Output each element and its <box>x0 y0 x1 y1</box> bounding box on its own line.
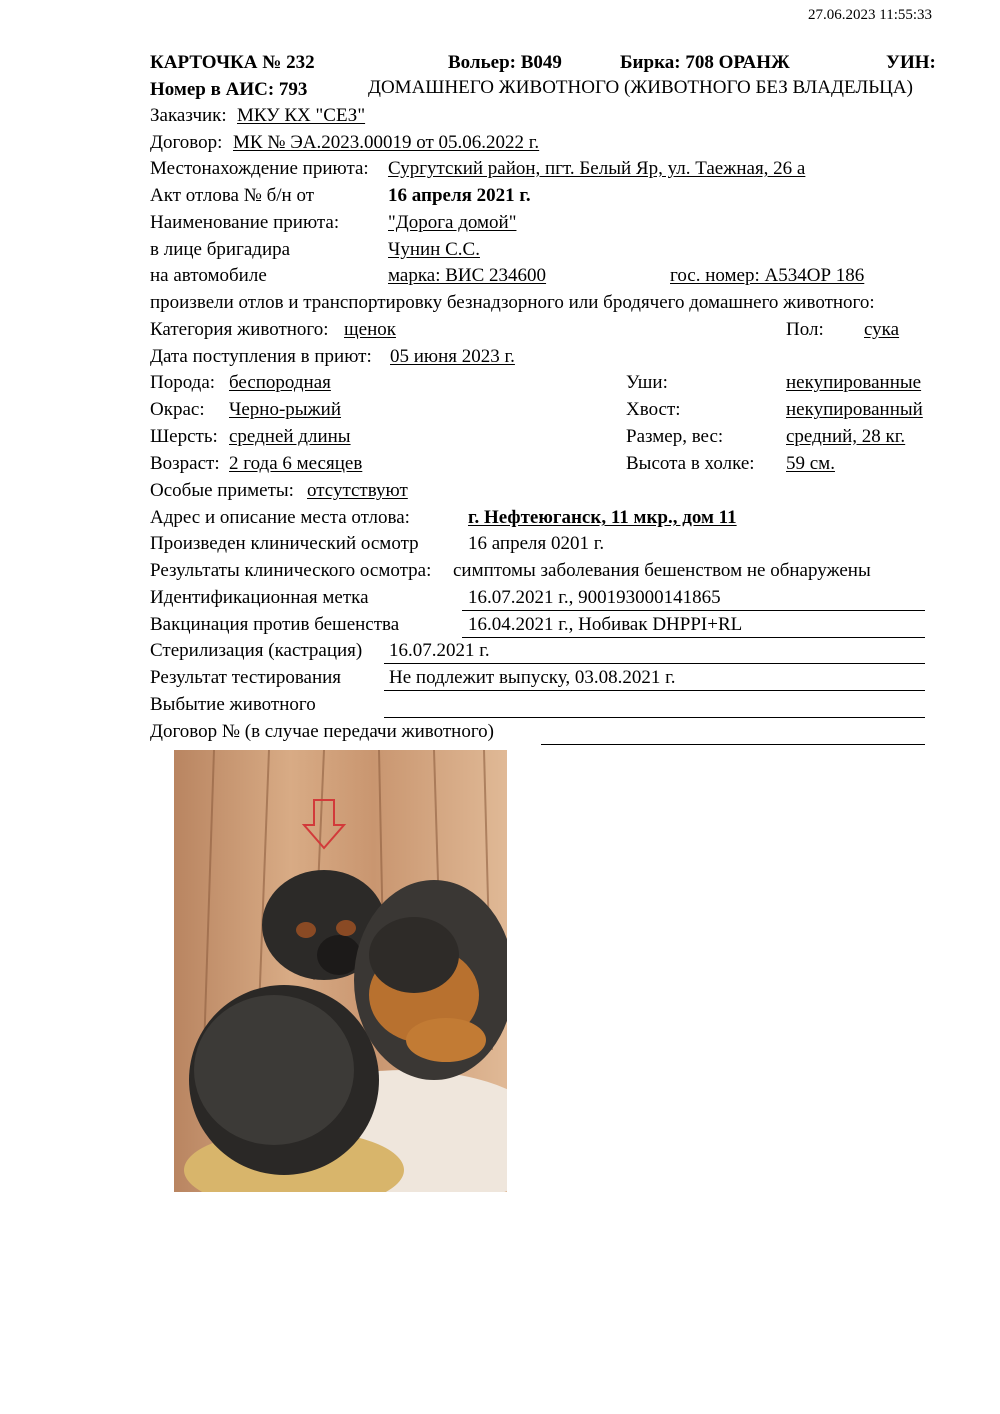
coat-value: средней длины <box>229 426 351 447</box>
age-label: Возраст: <box>150 453 220 474</box>
arrival-label: Дата поступления в приют: <box>150 346 372 367</box>
test-result-line <box>384 690 925 691</box>
tag-number: Бирка: 708 ОРАНЖ <box>620 52 790 73</box>
card-number: КАРТОЧКА № 232 <box>150 52 315 73</box>
id-tag-label: Идентификационная метка <box>150 587 369 608</box>
ears-label: Уши: <box>626 372 668 393</box>
breed-value: беспородная <box>229 372 331 393</box>
statement-text: произвели отлов и транспортировку безнадзорного или бродячего домашнего животного: <box>150 292 875 313</box>
card-title: ДОМАШНЕГО ЖИВОТНОГО (ЖИВОТНОГО БЕЗ ВЛАДЕЛЬЦА) <box>368 77 913 98</box>
vaccination-label: Вакцинация против бешенства <box>150 614 400 635</box>
ears-value: некупированные <box>786 372 922 393</box>
height-label: Высота в холке: <box>626 453 755 474</box>
coat-label: Шерсть: <box>150 426 218 447</box>
uin-label: УИН: <box>886 52 936 73</box>
sex-value: сука <box>864 319 900 340</box>
test-result-value: Не подлежит выпуску, 03.08.2021 г. <box>389 667 676 688</box>
customer-label: Заказчик: <box>150 105 227 126</box>
category-label: Категория животного: <box>150 319 329 340</box>
animal-photo <box>174 750 507 1192</box>
capture-act-label: Акт отлова № б/н от <box>150 185 315 206</box>
shelter-name-label: Наименование приюта: <box>150 212 340 233</box>
id-tag-line <box>462 610 925 611</box>
shelter-location-value: Сургутский район, пгт. Белый Яр, ул. Таежная, 26 а <box>388 158 806 179</box>
tail-value: некупированный <box>786 399 923 420</box>
vehicle-model: марка: ВИС 234600 <box>388 265 547 286</box>
foreman-value: Чунин С.С. <box>388 239 480 260</box>
capture-act-date: 16 апреля 2021 г. <box>388 185 531 206</box>
marks-label: Особые приметы: <box>150 480 294 501</box>
sterilization-label: Стерилизация (кастрация) <box>150 640 363 661</box>
vehicle-plate: гос. номер: А534ОР 186 <box>670 265 865 286</box>
age-value: 2 года 6 месяцев <box>229 453 363 474</box>
tail-label: Хвост: <box>626 399 681 420</box>
color-label: Окрас: <box>150 399 205 420</box>
disposal-label: Выбытие животного <box>150 694 316 715</box>
capture-address-label: Адрес и описание места отлова: <box>150 507 410 528</box>
exam-results-label: Результаты клинического осмотра: <box>150 560 432 581</box>
clinical-exam-value: 16 апреля 0201 г. <box>468 533 605 554</box>
capture-address-value: г. Нефтеюганск, 11 мкр., дом 11 <box>468 507 737 528</box>
sterilization-line <box>384 663 925 664</box>
foreman-label: в лице бригадира <box>150 239 291 260</box>
height-value: 59 см. <box>786 453 835 474</box>
customer-value: МКУ КХ "СЕЗ" <box>237 105 366 126</box>
shelter-name-value: "Дорога домой" <box>388 212 517 233</box>
size-value: средний, 28 кг. <box>786 426 906 447</box>
breed-label: Порода: <box>150 372 216 393</box>
shelter-location-label: Местонахождение приюта: <box>150 158 369 179</box>
ais-number: Номер в АИС: 793 <box>150 79 308 100</box>
exam-results-value: симптомы заболевания бешенством не обнаружены <box>453 560 871 581</box>
sterilization-value: 16.07.2021 г. <box>389 640 490 661</box>
contract-label: Договор: <box>150 132 223 153</box>
vehicle-label: на автомобиле <box>150 265 267 286</box>
test-result-label: Результат тестирования <box>150 667 342 688</box>
arrival-value: 05 июня 2023 г. <box>390 346 515 367</box>
enclosure-number: Вольер: В049 <box>448 52 562 73</box>
color-value: Черно-рыжий <box>229 399 342 420</box>
marks-value: отсутствуют <box>307 480 408 501</box>
category-value: щенок <box>344 319 396 340</box>
transfer-contract-line <box>541 744 925 745</box>
print-timestamp: 27.06.2023 11:55:33 <box>808 7 933 23</box>
vaccination-value: 16.04.2021 г., Нобивак DHPPI+RL <box>468 614 743 635</box>
id-tag-value: 16.07.2021 г., 900193000141865 <box>468 587 721 608</box>
sex-label: Пол: <box>786 319 824 340</box>
disposal-line <box>384 717 925 718</box>
vaccination-line <box>462 637 925 638</box>
clinical-exam-label: Произведен клинический осмотр <box>150 533 419 554</box>
transfer-contract-label: Договор № (в случае передачи животного) <box>150 721 494 742</box>
contract-value: МК № ЭА.2023.00019 от 05.06.2022 г. <box>233 132 540 153</box>
size-label: Размер, вес: <box>626 426 724 447</box>
